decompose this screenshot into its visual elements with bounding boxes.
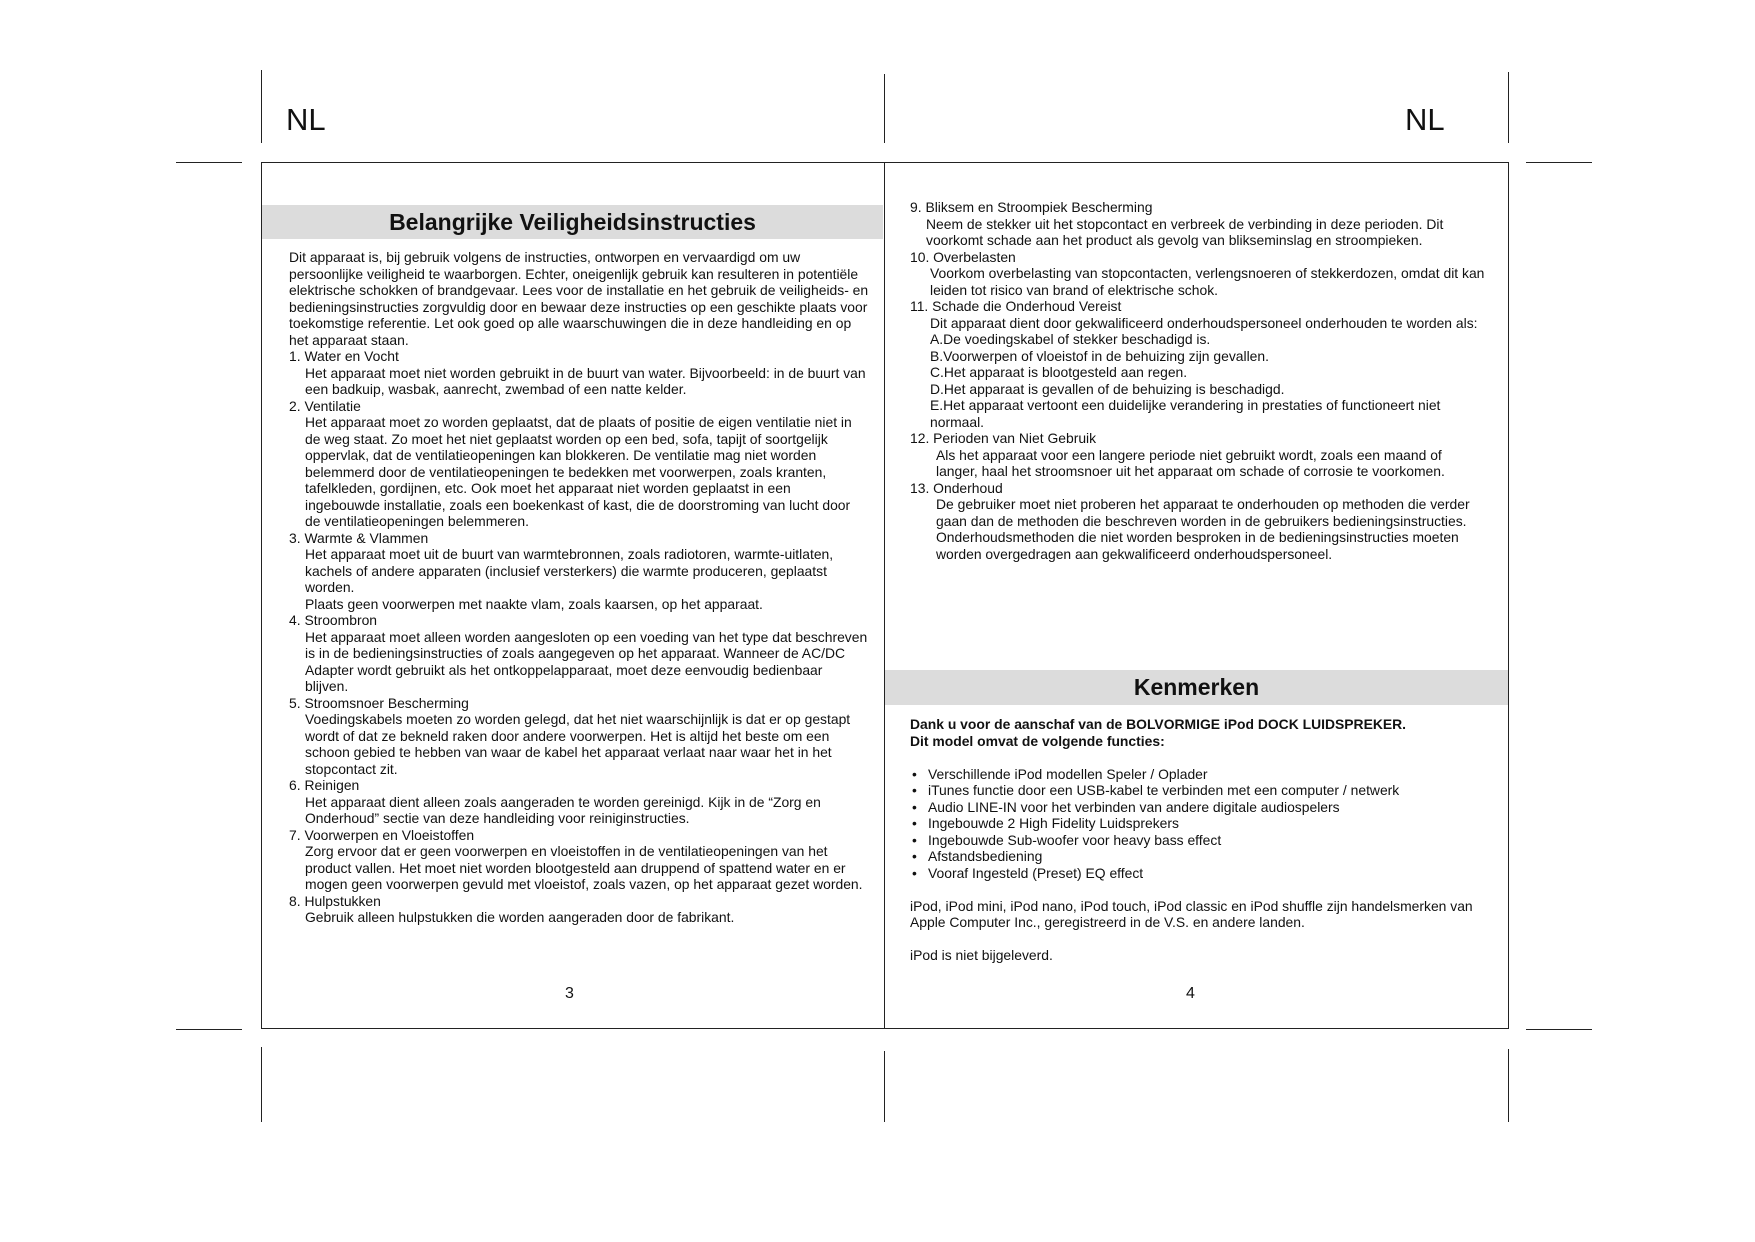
item-text: Zorg ervoor dat er geen voorwerpen en vloeistoffen in de ventilatieopeningen van het product vallen. Het moet niet worden blootgesteld aan druppend of spattend water en er mogen geen voorwerpen gevuld met vloeistof, zoals vazen, op het apparaat gezet worden. — [305, 843, 863, 892]
item-text: Voorkom overbelasting van stopcontacten, verlengsnoeren of stekkerdozen, omdat dit kan leiden tot risico van brand of elektrische schok. — [930, 265, 1485, 298]
item-title: 3. Warmte & Vlammen — [289, 529, 429, 546]
crop-mark — [261, 1047, 262, 1122]
item-title: 11. Schade die Onderhoud Vereist — [910, 298, 1122, 314]
thanks-line: Dank u voor de aanschaf van de BOLVORMIGE iPod DOCK LUIDSPREKER. — [910, 716, 1407, 732]
item-text: Het apparaat moet alleen worden aangesloten op een voeding van het type dat beschreven is in de bedieningsinstructies of zoals aangegeven op het apparaat. Wanneer de AC/DC Adapter wordt gebruikt als het ontkoppelapparaat, moet deze eenvoudig bedienbaar blijven. — [305, 628, 868, 694]
safety-item — [910, 480, 1485, 563]
safety-item — [910, 199, 1485, 249]
item-title: 12. Perioden van Niet Gebruik — [910, 430, 1097, 446]
features-section — [910, 716, 1495, 964]
not-included-note: iPod is niet bijgeleverd. — [910, 947, 1053, 963]
safety-item — [910, 298, 1485, 430]
feature-item: • Ingebouwde Sub-woofer voor heavy bass effect — [910, 832, 1495, 849]
feature-item: • Afstandsbediening — [910, 848, 1495, 865]
left-page-body — [289, 249, 869, 926]
item-title: 7. Voorwerpen en Vloeistoffen — [289, 826, 475, 843]
feature-item: • Vooraf Ingesteld (Preset) EQ effect — [910, 865, 1495, 882]
crop-mark — [884, 1051, 885, 1122]
crop-mark — [1508, 1049, 1509, 1122]
crop-mark — [176, 162, 242, 163]
item-text: Als het apparaat voor een langere periode niet gebruikt wordt, zoals een maand of langer, haal het stroomsnoer uit het apparaat om schade of corrosie te voorkomen. — [936, 446, 1445, 479]
spacer — [910, 931, 1495, 948]
safety-item — [289, 612, 869, 695]
item-title: 1. Water en Vocht — [289, 348, 399, 364]
crop-mark — [1526, 1029, 1592, 1030]
item-text: Het apparaat moet niet worden gebruikt in de buurt van water. Bijvoorbeeld: in de buurt van een badkuip, wasbak, aanrecht, zwembad of een natte kelder. — [305, 364, 866, 397]
intro-paragraph: Dit apparaat is, bij gebruik volgens de instructies, ontworpen en vervaardigd om uw persoonlijke veiligheid te waarborgen. Echter, oneigenlijk gebruik kan resulteren in potentiële elektrische schokken of brandgevaar. Lees voor de installatie en het gebruik de veiligheids- en bedieningsinstructies zorgvuldig door en bewaar deze instructies op een geschikte plaats voor toekomstige referentie. Let ook goed op alle waarschuwingen die in deze handleiding en op het apparaat staan. — [289, 249, 869, 348]
trademark-note: iPod, iPod mini, iPod nano, iPod touch, iPod classic en iPod shuffle zijn handelsmerken van Apple Computer Inc., geregistreerd in de V.S. en andere landen. — [910, 897, 1473, 930]
safety-item — [289, 530, 869, 613]
safety-item — [910, 430, 1485, 480]
right-page-body — [910, 199, 1485, 562]
safety-item — [910, 249, 1485, 299]
language-label-right: NL — [1405, 102, 1445, 137]
damage-list-item: A.De voedingskabel of stekker beschadigd is. — [930, 331, 1211, 347]
item-title: 4. Stroombron — [289, 612, 378, 628]
safety-item — [289, 695, 869, 778]
page-number-left: 3 — [565, 985, 574, 1002]
damage-list-item: C.Het apparaat is blootgesteld aan regen. — [930, 364, 1188, 380]
crop-mark — [261, 70, 262, 143]
page-divider — [884, 162, 885, 1029]
item-title: 13. Onderhoud — [910, 479, 1003, 496]
feature-item: • iTunes functie door een USB-kabel te verbinden met een computer / netwerk — [910, 782, 1495, 799]
item-title: 10. Overbelasten — [910, 248, 1016, 265]
item-title: 8. Hulpstukken — [289, 892, 381, 909]
item-text: Het apparaat dient alleen zoals aangeraden te worden gereinigd. Kijk in de “Zorg en Onderhoud” sectie van deze handleiding voor reiniginstructies. — [305, 793, 821, 826]
item-title: 6. Reinigen — [289, 777, 360, 793]
safety-item — [289, 827, 869, 893]
item-text: Het apparaat moet uit de buurt van warmtebronnen, zoals radiotoren, warmte-uitlaten, kachels of andere apparaten (inclusief versterkers) die warmte produceren, geplaatst worden. — [305, 546, 834, 595]
item-text: Plaats geen voorwerpen met naakte vlam, zoals kaarsen, op het apparaat. — [305, 595, 763, 612]
feature-item: • Audio LINE-IN voor het verbinden van andere digitale audiospelers — [910, 799, 1495, 816]
safety-item — [289, 777, 869, 827]
item-title: 5. Stroomsnoer Bescherming — [289, 694, 469, 711]
spacer — [910, 881, 1495, 898]
item-text: Dit apparaat dient door gekwalificeerd onderhoudspersoneel onderhouden te worden als: — [930, 314, 1478, 331]
damage-list-item: E.Het apparaat vertoont een duidelijke verandering in prestaties of functioneert niet normaal. — [930, 397, 1441, 430]
crop-mark — [1508, 72, 1509, 143]
item-text: De gebruiker moet niet proberen het apparaat te onderhouden op methoden die verder gaan dan de methoden die beschreven worden in de gebruikers bedieningsinstructies. Onderhoudsmethoden die niet worden besproken in de bedieningsinstructies moeten worden overgedragen aan gekwalificeerd onderhoudspersoneel. — [936, 496, 1470, 562]
item-text: Gebruik alleen hulpstukken die worden aangeraden door de fabrikant. — [305, 909, 735, 925]
damage-list-item: D.Het apparaat is gevallen of de behuizing is beschadigd. — [930, 380, 1285, 397]
item-title: 2. Ventilatie — [289, 397, 361, 414]
spacer — [910, 749, 1495, 766]
item-text: Neem de stekker uit het stopcontact en verbreek de verbinding in deze perioden. Dit voorkomt schade aan het product als gevolg van blikseminslag en stroompieken. — [926, 215, 1444, 248]
safety-item — [289, 348, 869, 398]
features-list — [910, 766, 1495, 882]
item-title: 9. Bliksem en Stroompiek Bescherming — [910, 199, 1153, 215]
crop-mark — [176, 1029, 242, 1030]
item-text: Het apparaat moet zo worden geplaatst, dat de plaats of positie de eigen ventilatie niet in de weg staat. Zo moet het niet geplaatst worden op een bed, sofa, tapijt of soortgelijk oppervlak, dat de ventilatieopeningen kan blokkeren. De ventilatie mag niet worden belemmerd door de ventilatieopeningen te bedekken met voorwerpen, zoals kranten, tafelkleden, gordijnen, etc. Ook moet het apparaat niet worden geplaatst in een ingebouwde installatie, zoals een boekenkast of kast, die de doorstroming van lucht door de ventilatieopeningen belemmeren. — [305, 414, 852, 529]
safety-heading: Belangrijke Veiligheidsinstructies — [262, 205, 883, 239]
page-number-right: 4 — [1186, 985, 1195, 1002]
crop-mark — [1526, 162, 1592, 163]
damage-list-item: B.Voorwerpen of vloeistof in de behuizing zijn gevallen. — [930, 347, 1269, 364]
item-text: Voedingskabels moeten zo worden gelegd, dat het niet waarschijnlijk is dat er op gestapt wordt of dat ze bekneld raken door andere voorwerpen. Het is altijd het beste om een schoon gebied te hebben van waar de kabel het apparaat verlaat naar waar het in het stopcontact zit. — [305, 711, 851, 777]
language-label-left: NL — [286, 102, 326, 137]
crop-mark — [884, 74, 885, 143]
features-heading: Kenmerken — [885, 670, 1508, 705]
feature-item: • Ingebouwde 2 High Fidelity Luidsprekers — [910, 815, 1495, 832]
thanks-line: Dit model omvat de volgende functies: — [910, 732, 1165, 749]
feature-item: • Verschillende iPod modellen Speler / Oplader — [910, 766, 1495, 783]
safety-item — [289, 893, 869, 926]
safety-item — [289, 398, 869, 530]
